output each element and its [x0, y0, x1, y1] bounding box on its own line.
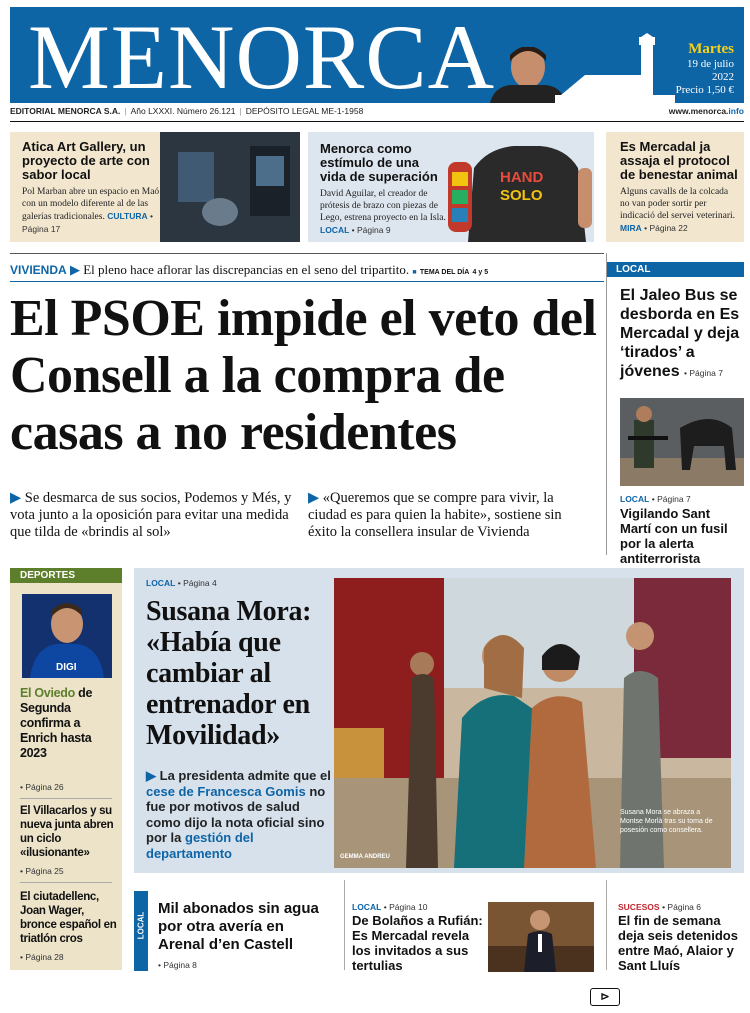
teaser-mercadal[interactable] — [606, 132, 744, 242]
lighthouse-icon — [555, 33, 675, 103]
villacarlos-page: • Página 25 — [20, 866, 64, 876]
svg-text:HAND: HAND — [500, 169, 544, 186]
teaser-body: David Aguilar, el creador de prótesis de brazo con piezas de Lego, estrena proyecto en la Isla. LOCAL • Página 9 — [320, 189, 446, 235]
feature-body: ▶ La presidenta admite que el cese de Francesca Gomis no fue por motivos de salud como dijo la nota oficial sino por la gestión del departamento — [146, 768, 331, 861]
svg-text:DIGI: DIGI — [56, 662, 77, 673]
bolanos-photo — [488, 902, 594, 972]
main-headline[interactable]: El PSOE impide el veto del Consell a la compra de casas a no residentes — [10, 290, 597, 461]
oviedo-page: • Página 26 — [20, 782, 64, 792]
legal-deposit: DEPÓSITO LEGAL ME-1-1958 — [245, 106, 364, 116]
column-divider — [344, 880, 345, 970]
teaser-body: Pol Marban abre un espacio en Maó con un modelo diferente al de las galerías tradicionales. CULTURA • Página 17 — [22, 187, 160, 234]
jaleo-bus-title[interactable]: El Jaleo Bus se desborda en Es Mercadal y deja ‘tirados’ a jóvenes • Página 7 — [620, 287, 740, 380]
wager-title[interactable]: El ciutadellenc, Joan Wager, bronce español en triatlón cros — [20, 891, 117, 945]
teaser-art-gallery[interactable] — [10, 132, 300, 242]
sucesos-meta: SUCESOS • Página 6 — [618, 902, 701, 912]
date-box — [676, 41, 734, 97]
date-year: 2022 — [712, 71, 734, 83]
teaser-title: Es Mercadal ja assaja el protocol de benestar animal — [620, 139, 738, 182]
sant-marti-title[interactable]: Vigilando Sant Martí con un fusil por la alerta antiterrorista — [620, 506, 728, 566]
villacarlos-title[interactable]: El Villacarlos y su nueva junta abren un ciclo «ilusionante» — [20, 805, 114, 859]
gallery-photo — [160, 132, 300, 242]
divider — [10, 281, 604, 282]
teaser-title: Menorca como estímulo de una vida de superación — [320, 141, 438, 184]
kiosk-badge-icon[interactable]: ⊳ — [590, 988, 620, 1006]
masthead-meta: EDITORIAL MENORCA S.A. | Año LXXXI. Número 26.121 | DEPÓSITO LEGAL ME-1-1958 www.menorca.info — [10, 106, 744, 116]
local-vertical-bar: LOCAL — [134, 891, 148, 971]
feature-block[interactable] — [134, 568, 744, 873]
water-outage-title[interactable]: Mil abonados sin agua por otra avería en Arenal d’en Castell — [158, 900, 319, 953]
price: Precio 1,50 € — [675, 84, 734, 96]
divider — [10, 253, 604, 254]
sucesos-title[interactable]: El fin de semana deja seis detenidos entre Maó, Alaior y Sant Lluís — [618, 913, 738, 973]
aguilar-photo — [448, 118, 594, 242]
photo-caption: Susana Mora se abraza a Montse Morlà tras su toma de posesión como consellera. — [620, 809, 713, 834]
sports-label: DEPORTES — [10, 568, 122, 583]
wager-page: • Página 28 — [20, 952, 64, 962]
date-text: 19 de julio — [686, 58, 734, 70]
water-outage-page: • Página 8 — [158, 960, 197, 970]
divider — [10, 121, 744, 122]
sports-column — [10, 568, 122, 970]
feature-headline[interactable]: Susana Mora: «Había que cambiar al entrenador en Movilidad» — [146, 596, 312, 751]
deck-left: ▶ Se desmarca de sus socios, Podemos y Més, y vota junto a la oposición para evitar una medida que tilda de «brindis al sol» — [10, 490, 292, 540]
feature-photo — [334, 578, 731, 868]
svg-text:SOLO: SOLO — [500, 187, 543, 204]
column-divider — [606, 880, 607, 970]
teaser-title: Atica Art Gallery, un proyecto de arte con sabor local — [22, 139, 150, 182]
divider — [20, 798, 112, 799]
main-kicker[interactable]: VIVIENDA ▶ El pleno hace aflorar las discrepancias en el seno del tripartito. ■ TEMA DEL DÍA 4 y 5 — [10, 262, 489, 277]
masthead — [10, 7, 744, 103]
teaser-body: Alguns cavalls de la colcada no van poder sortir per indicació del servei veterinari. MIRA • Página 22 — [620, 187, 736, 233]
teaser-aguilar[interactable] — [308, 132, 594, 242]
photo-credit: GEMMA ANDREU — [340, 854, 390, 860]
newspaper-logo[interactable]: MENORCA — [28, 7, 496, 103]
publisher: EDITORIAL MENORCA S.A. — [10, 106, 121, 116]
divider — [20, 882, 112, 883]
issue-number: Año LXXXI. Número 26.121 — [130, 106, 236, 116]
feature-meta: LOCAL • Página 4 — [146, 578, 217, 588]
oviedo-title[interactable]: El Oviedo de Segunda confirma a Enrich hasta 2023 — [20, 686, 93, 760]
right-label-bar: LOCAL — [606, 262, 744, 282]
column-divider — [606, 253, 607, 555]
website-link[interactable]: www.menorca.info — [668, 106, 744, 116]
sant-marti-photo — [620, 398, 744, 486]
enrich-photo — [22, 594, 112, 678]
bolanos-meta: LOCAL • Página 10 — [352, 902, 428, 912]
bolanos-title[interactable]: De Bolaños a Rufián: Es Mercadal revela los invitados a sus tertulias — [352, 913, 483, 973]
deck-right: ▶ «Queremos que se compre para vivir, la ciudad es para quien la habite», sostiene sin éxito la consellera insular de Vivienda — [308, 490, 562, 540]
sant-marti-meta: LOCAL • Página 7 — [620, 494, 691, 504]
date-day: Martes — [688, 41, 734, 57]
